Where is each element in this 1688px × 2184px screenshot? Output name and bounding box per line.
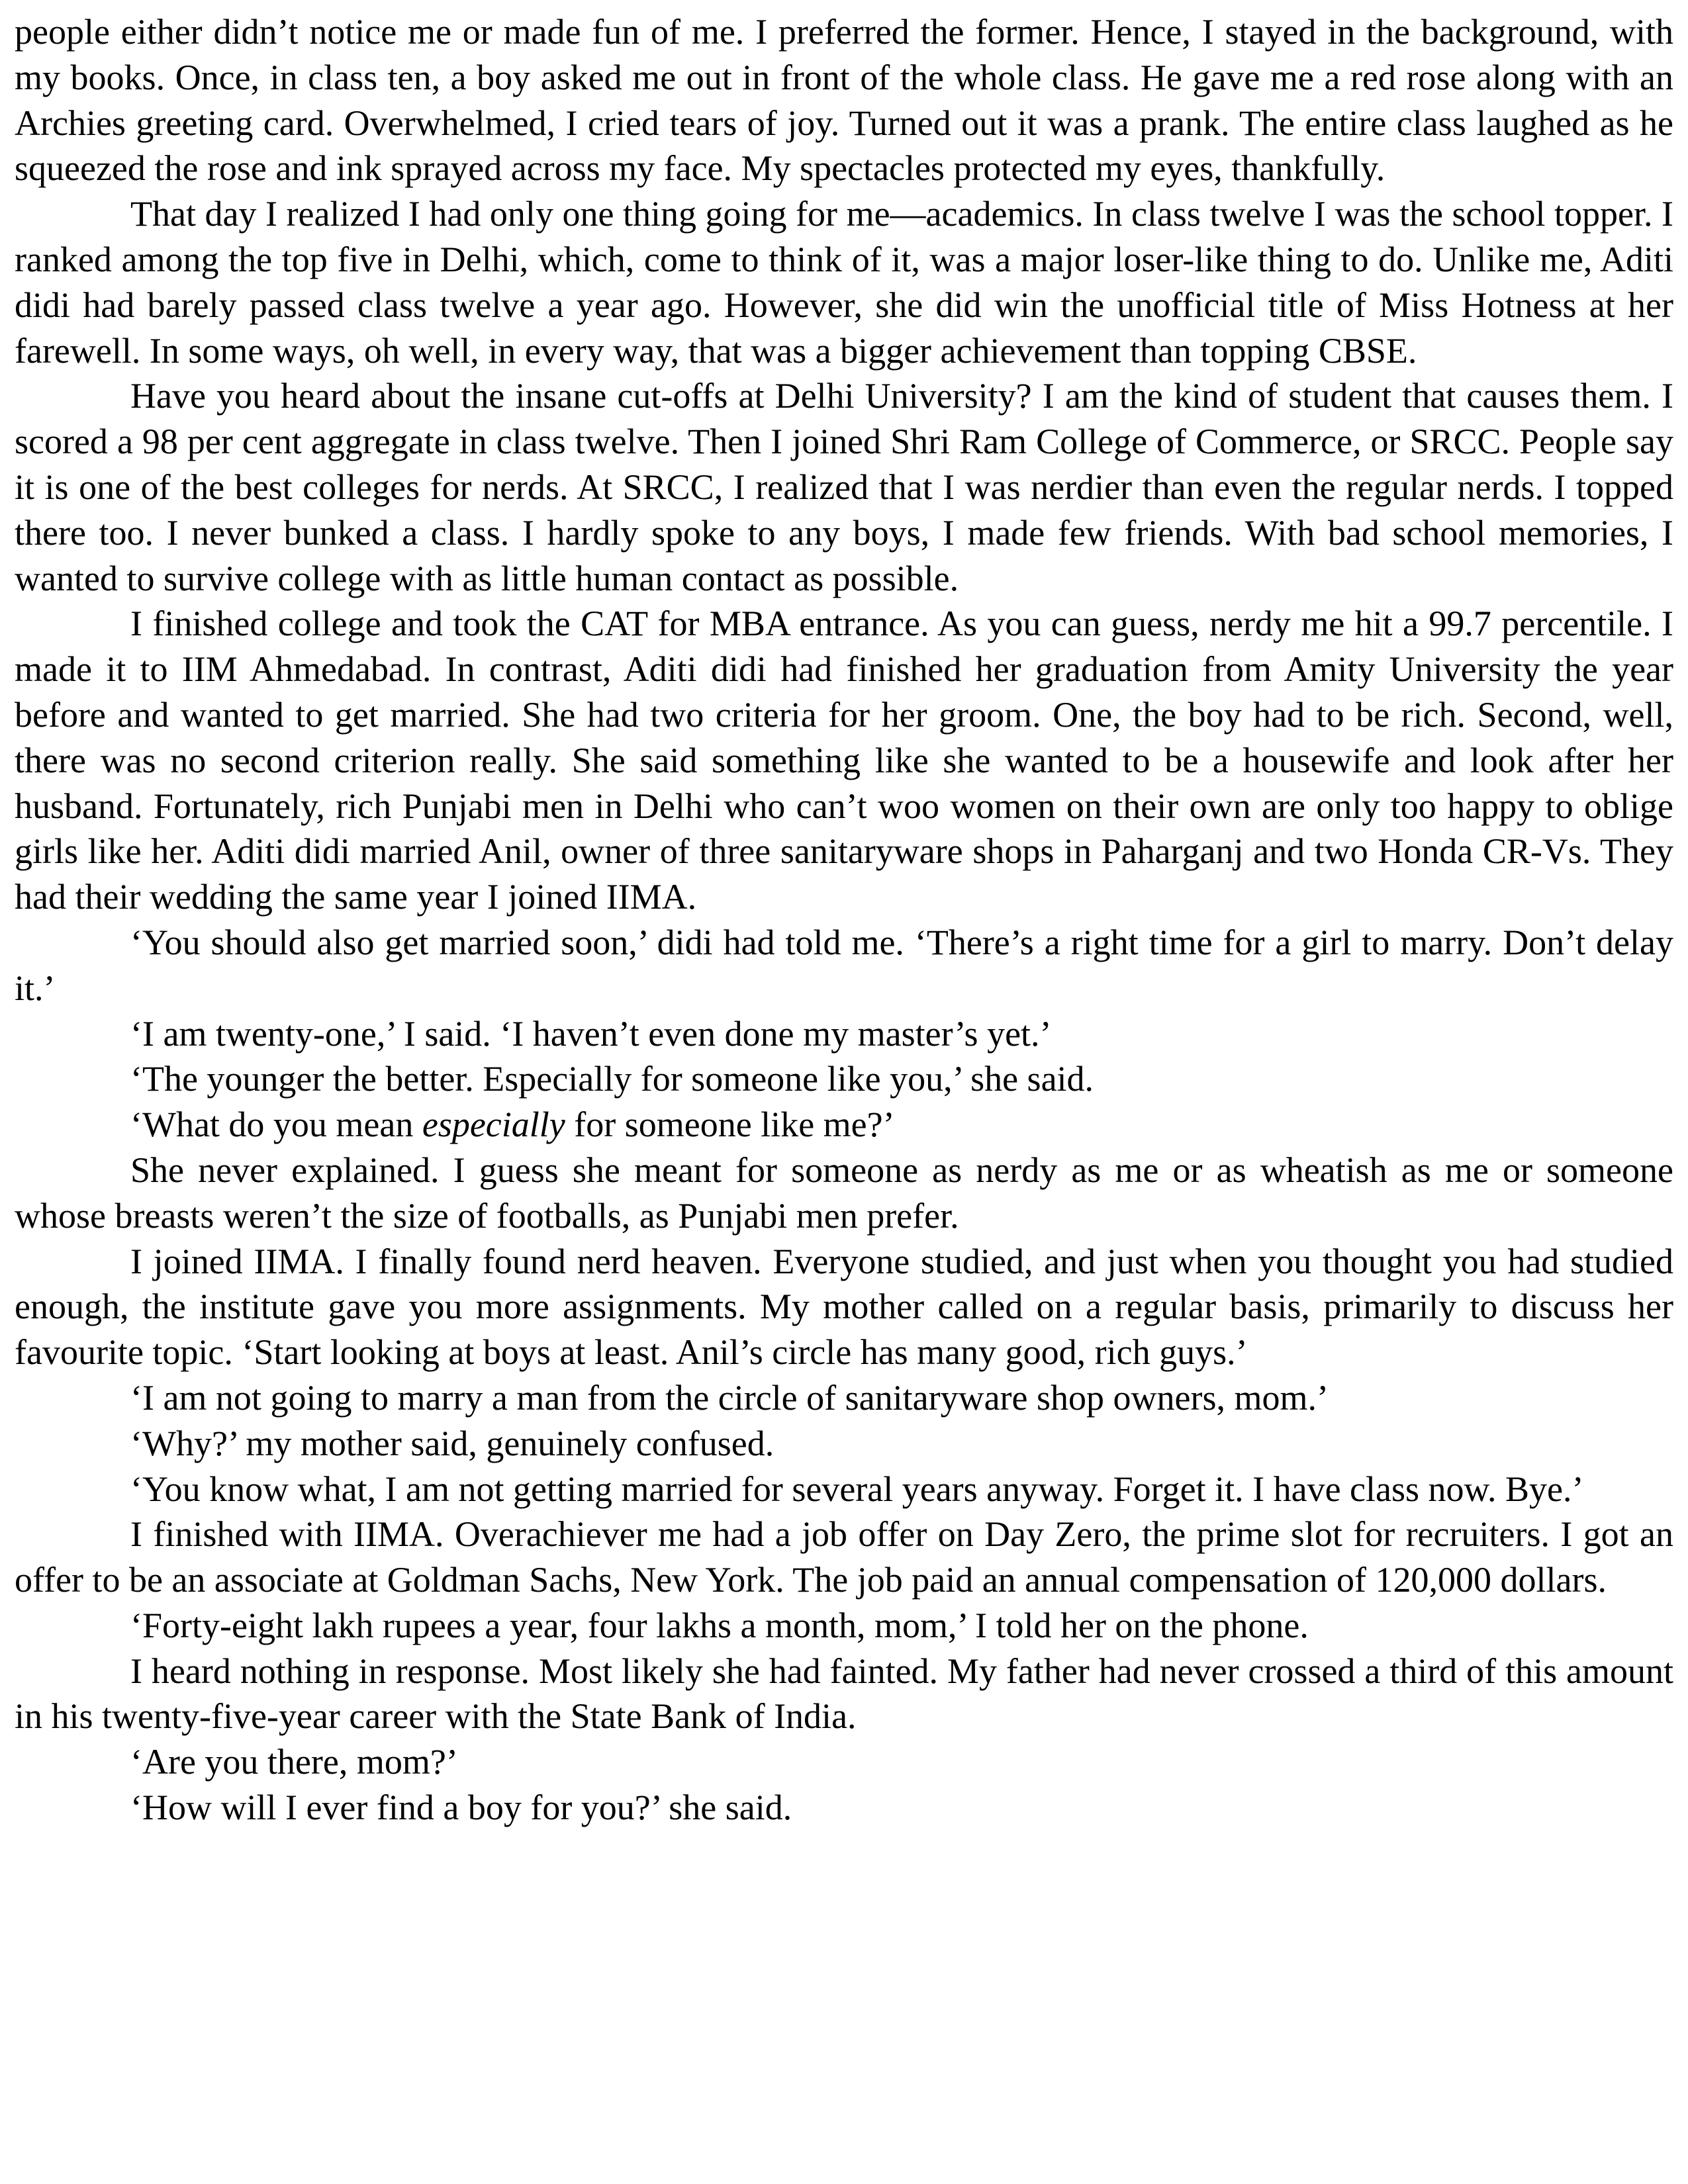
paragraph [15,1148,1673,1239]
text-run: ‘You should also get married soon,’ didi had told me. ‘There’s a right time for a girl to marry. Don’t delay it.’ [15,922,1673,1008]
dialogue-paragraph [15,1739,1673,1785]
text-run: I finished college and took the CAT for MBA entrance. As you can guess, nerdy me hit a 99.7 percentile. I made it to IIM Ahmedabad. In contrast, Aditi didi had finished her graduation from Amity University the year before and wanted to get married. She had two criteria for her groom. One, the boy had to be rich. Second, well, there was no second criterion really. She said something like she wanted to be a housewife and look after her husband. Fortunately, rich Punjabi men in Delhi who can’t woo women on their own are only too happy to oblige girls like her. Aditi didi married Anil, owner of three sanitaryware shops in Paharganj and two Honda CR-Vs. They had their wedding the same year I joined IIMA. [15,604,1673,917]
dialogue-paragraph [15,1603,1673,1649]
text-run: ‘Are you there, mom?’ [130,1742,458,1782]
paragraph [15,9,1673,191]
text-run: She never explained. I guess she meant for someone as nerdy as me or as wheatish as me or someone whose breasts weren’t the size of footballs, as Punjabi men prefer. [15,1150,1673,1236]
paragraph [15,1512,1673,1603]
paragraph [15,373,1673,601]
dialogue-paragraph [15,1102,1673,1148]
paragraph [15,191,1673,373]
text-run: I joined IIMA. I finally found nerd heaven. Everyone studied, and just when you thought you had studied enough, the institute gave you more assignments. My mother called on a regular basis, primarily to discuss her favourite topic. ‘Start looking at boys at least. Anil’s circle has many good, rich guys.’ [15,1241,1673,1373]
text-run: people either didn’t notice me or made fun of me. I preferred the former. Hence, I stayed in the background, with my books. Once, in class ten, a boy asked me out in front of the whole class. He gave me a red rose along with an Archies greeting card. Overwhelmed, I cried tears of joy. Turned out it was a prank. The entire class laughed as he squeezed the rose and ink sprayed across my face. My spectacles protected my eyes, thankfully. [15,12,1673,189]
text-run: ‘Why?’ my mother said, genuinely confused. [130,1423,774,1463]
paragraph [15,1649,1673,1740]
text-run: ‘I am twenty-one,’ I said. ‘I haven’t even done my master’s yet.’ [130,1013,1052,1054]
dialogue-paragraph [15,1467,1673,1512]
dialogue-paragraph [15,920,1673,1011]
paragraph [15,601,1673,920]
dialogue-paragraph [15,1375,1673,1421]
dialogue-paragraph [15,1056,1673,1102]
dialogue-paragraph [15,1421,1673,1467]
text-run: I heard nothing in response. Most likely she had fainted. My father had never crossed a third of this amount in his twenty-five-year career with the State Bank of India. [15,1651,1673,1737]
text-run: ‘You know what, I am not getting married for several years anyway. Forget it. I have class now. Bye.’ [130,1469,1584,1509]
text-run: Have you heard about the insane cut-offs at Delhi University? I am the kind of student that causes them. I scored a 98 per cent aggregate in class twelve. Then I joined Shri Ram College of Commerce, or SRCC. People say it is one of the best colleges for nerds. At SRCC, I realized that I was nerdier than even the regular nerds. I topped there too. I never bunked a class. I hardly spoke to any boys, I made few friends. With bad school memories, I wanted to survive college with as little human contact as possible. [15,376,1673,598]
dialogue-paragraph [15,1011,1673,1057]
book-page [15,9,1673,1831]
text-run: ‘How will I ever find a boy for you?’ she said. [130,1788,792,1828]
text-run: ‘The younger the better. Especially for someone like you,’ she said. [130,1059,1094,1099]
text-run: That day I realized I had only one thing going for me—academics. In class twelve I was the school topper. I ranked among the top five in Delhi, which, come to think of it, was a major loser-like thing to do. Unlike me, Aditi didi had barely passed class twelve a year ago. However, she did win the unofficial title of Miss Hotness at her farewell. In some ways, oh well, in every way, that was a bigger achievement than topping CBSE. [15,194,1673,371]
dialogue-paragraph [15,1785,1673,1831]
text-run: ‘Forty-eight lakh rupees a year, four lakhs a month, mom,’ I told her on the phone. [130,1605,1309,1645]
text-run: I finished with IIMA. Overachiever me had a job offer on Day Zero, the prime slot for recruiters. I got an offer to be an associate at Goldman Sachs, New York. The job paid an annual compensation of 120,000 dollars. [15,1514,1673,1600]
text-run: ‘What do you mean [130,1105,422,1145]
text-run: ‘I am not going to marry a man from the circle of sanitaryware shop owners, mom.’ [130,1377,1329,1418]
italic-text-run: especially [422,1105,565,1145]
text-run: for someone like me?’ [565,1105,895,1145]
paragraph [15,1239,1673,1375]
